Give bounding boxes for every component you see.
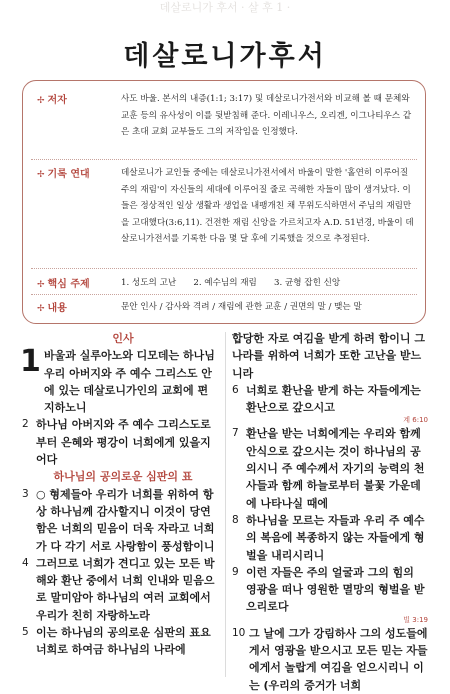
verse-number: 10 [232, 626, 246, 639]
intro-label [37, 165, 90, 180]
verse-number: 6 [232, 383, 239, 396]
intro-text: 1. 성도의 고난 2. 예수님의 재림 3. 균형 잡힌 신앙 [121, 278, 341, 288]
verse-text: 바울과 실루아노와 디모데는 하나님 우리 아버지와 주 예수 그리스도 안에 있는 데살로니가인의 교회에 편지하노니 [44, 349, 215, 415]
verse-8 [232, 512, 428, 564]
divider [31, 294, 417, 295]
verse-text: 하나님을 모르는 자들과 우리 주 예수의 복음에 복종하지 않는 자들에게 형벌을 내리시리니 [246, 513, 425, 562]
verse-5 [22, 624, 218, 659]
verse-number: 3 [22, 487, 29, 500]
verse-text: 이런 자들은 주의 얼굴과 그의 힘의 영광을 떠나 영원한 멸망의 형벌을 받으리로다 [246, 565, 425, 614]
cross-ornament-icon: ✢ [37, 304, 45, 314]
cross-ornament-icon: ✢ [37, 96, 45, 106]
verse-2 [22, 416, 218, 468]
right-column [232, 330, 428, 694]
label-text: 저자 [47, 95, 67, 106]
intro-text: 데살로니가 교인들 중에는 데살로니가전서에서 바울이 말한 '홀연히 이루어질 주의 재림'이 자신들의 세대에 이루어질 줄로 곡해한 자들이 많이 생겨났다. 이들은 정상적인 일상 생활과 생업을 내팽개친 채 무위도식하면서 주님의 재림만을 고대했다(3:6,11). 건전한 재림 신앙을 가르치고자 A.D. 51년경, 바울이 데살로니가전서를 기록한 다음 몇 달 후에 기록했을 것으로 추정된다. [121, 168, 414, 245]
intro-label [37, 91, 67, 106]
scripture-body [20, 330, 428, 692]
divider [31, 268, 417, 269]
verse-text: 이는 하나님의 공의로운 심판의 표요 너희로 하여금 하나님의 나라에 [36, 626, 211, 657]
verse-7 [232, 425, 428, 511]
verse-3 [22, 486, 218, 555]
cross-reference: 빌 3:19 [403, 615, 428, 624]
cross-reference: 계 6:10 [403, 416, 428, 425]
book-intro-box [22, 80, 426, 324]
section-heading: 하나님의 공의로운 심판의 표 [53, 470, 193, 484]
verse-number: 2 [22, 418, 29, 431]
left-column [22, 330, 218, 659]
verse-number: 9 [232, 565, 239, 578]
intro-text: 문안 인사 / 감사와 격려 / 재림에 관한 교훈 / 권면의 말 / 맺는 말 [121, 302, 362, 312]
verse-10 [232, 625, 428, 694]
cross-ornament-icon: ✢ [37, 280, 45, 290]
verse-number: 7 [232, 427, 239, 440]
verse-5-continued [232, 330, 428, 382]
intro-label [37, 275, 90, 290]
divider [31, 159, 417, 160]
label-text: 기록 연대 [47, 169, 90, 180]
verse-number: 8 [232, 513, 239, 526]
verse-text: 너희로 환난을 받게 하는 자들에게는 환난으로 갚으시고 [246, 383, 421, 415]
cross-ornament-icon: ✢ [37, 170, 45, 180]
section-heading: 인사 [112, 332, 134, 345]
verse-text: 환난을 받는 너희에게는 우리와 함께 안식으로 갚으시는 것이 하나님의 공의시니 주 예수께서 자기의 능력의 천사들과 함께 하늘로부터 불꽃 가운데에 나타나실 때에 [246, 427, 425, 510]
verse-number: 5 [22, 626, 29, 639]
verse-6 [232, 382, 428, 417]
label-text: 핵심 주제 [47, 279, 90, 290]
verse-text: 그러므로 너희가 견디고 있는 모든 박해와 환난 중에서 너희 인내와 믿음으로 말미암아 하나님의 여러 교회에서 우리가 친히 자랑하노라 [36, 556, 215, 622]
chapter-number: 1 [20, 344, 41, 380]
intro-text: 사도 바울. 본서의 내증(1:1; 3:17) 및 데살로니가전서와 비교해 볼 때 문체와 교훈 등의 유사성이 이를 뒷받침해 준다. 이레니우스, 오리겐, 이그나티우스 같은 초대 교회 교부들도 그의 저작임을 인정했다. [121, 94, 412, 138]
verse-text: 합당한 자로 여김을 받게 하려 함이니 그 나라를 위하여 너희가 또한 고난을 받느니라 [232, 332, 425, 380]
verse-text: ○ 형제들아 우리가 너희를 위하여 항상 하나님께 감사할지니 이것이 당연함은 너희의 믿음이 더욱 자라고 너희가 다 각기 서로 사랑함이 풍성함이니 [36, 487, 215, 553]
label-text: 내용 [47, 303, 67, 314]
verse-text: 그 날에 그가 강림하사 그의 성도들에게서 영광을 받으시고 모든 믿는 자들에게서 놀랍게 여김을 얻으시리니 이는 (우리의 증거가 너희 [249, 626, 428, 692]
verse-4 [22, 555, 218, 624]
verse-text: 하나님 아버지와 주 예수 그리스도로부터 은혜와 평강이 너희에게 있을지어다 [36, 418, 211, 467]
verse-9 [232, 564, 428, 616]
verse-number: 4 [22, 556, 29, 569]
bleed-through-text: 데살로니가 후서 · 살 후 1 · [159, 1, 291, 14]
intro-label [37, 299, 67, 314]
verse-1 [20, 344, 218, 416]
column-divider [225, 332, 226, 677]
book-title: 데살로니가후서 [123, 41, 327, 72]
